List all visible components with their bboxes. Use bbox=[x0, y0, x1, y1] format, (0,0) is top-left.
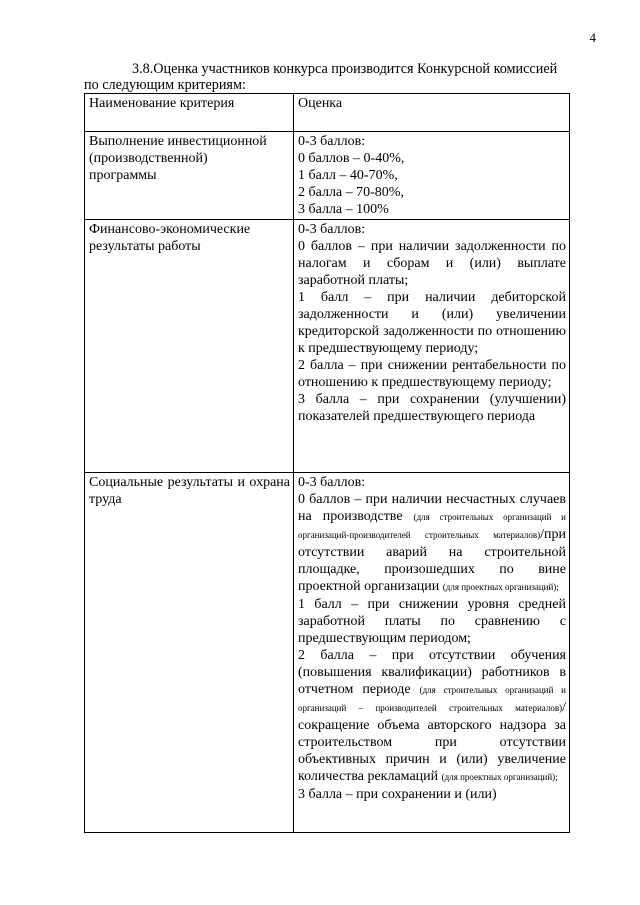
criterion-line: Финансово-экономические bbox=[89, 222, 251, 237]
header-score: Оценка bbox=[294, 94, 570, 132]
score-line: 0-3 баллов: bbox=[298, 475, 366, 490]
criterion-line: (производственной) bbox=[89, 151, 208, 166]
score-text: 2 балла – при отсутствии обучения (повышения квалификации) работников в отчетном периоде bbox=[298, 648, 566, 697]
score-note: (для строительных организаций и организаций-производителей строительных материалов) bbox=[298, 512, 567, 540]
score-text: 0 баллов – при наличии несчастных случаев на производстве bbox=[298, 492, 566, 524]
score-line: 2 балла – 70-80%, bbox=[298, 185, 404, 200]
table-row bbox=[85, 132, 570, 220]
criterion-line: результаты работы bbox=[89, 239, 201, 254]
table-header-row bbox=[85, 94, 570, 132]
section-intro bbox=[84, 61, 568, 93]
criteria-table bbox=[84, 93, 570, 833]
score-paragraph: 1 балл – при снижении уровня средней заработной платы по сравнению с предшествующим периодом; bbox=[298, 597, 566, 646]
score-cell bbox=[294, 473, 570, 833]
score-paragraph bbox=[298, 491, 566, 596]
score-paragraph bbox=[298, 647, 566, 786]
header-criterion: Наименование критерия bbox=[85, 94, 294, 132]
intro-line-2: по следующим критериям: bbox=[84, 77, 246, 93]
score-note: (для строительных организаций и организаций – производителей строительных материалов) bbox=[298, 685, 567, 713]
score-paragraph: 2 балла – при снижении рентабельности по отношению к предшествующему периоду; bbox=[298, 358, 566, 390]
score-line: 0 баллов – 0-40%, bbox=[298, 151, 405, 166]
score-text: / сокращение объема авторского надзора за строительством при отсутствии объективных причин и (или) увеличение количества рекламаций bbox=[298, 700, 566, 784]
intro-line-1: 3.8.Оценка участников конкурса производится Конкурсной комиссией bbox=[132, 61, 558, 77]
criterion-cell bbox=[85, 220, 294, 473]
score-line: 0-3 баллов: bbox=[298, 134, 366, 149]
table-row bbox=[85, 473, 570, 833]
page-number: 4 bbox=[589, 30, 596, 45]
score-paragraph: 3 балла – при сохранении (улучшении) показателей предшествующего периода bbox=[298, 392, 566, 424]
score-paragraph: 1 балл – при наличии дебиторской задолженности и (или) увеличении кредиторской задолженности по отношению к предшествующему периоду; bbox=[298, 290, 566, 356]
criterion-cell bbox=[85, 132, 294, 220]
criterion-cell bbox=[85, 473, 294, 833]
score-line: 1 балл – 40-70%, bbox=[298, 168, 398, 183]
criterion-line: Выполнение инвестиционной bbox=[89, 134, 267, 149]
score-paragraph: 0 баллов – при наличии задолженности по налогам и сборам и (или) выплате заработной платы; bbox=[298, 239, 566, 288]
score-line: 0-3 баллов: bbox=[298, 222, 366, 237]
score-line: 3 балла – 100% bbox=[298, 202, 389, 217]
score-note: (для проектных организаций); bbox=[442, 582, 559, 592]
score-text: /при отсутствии аварий на строительной площадке, произошедших по вине проектной организации bbox=[298, 527, 566, 594]
score-cell bbox=[294, 220, 570, 473]
table-row bbox=[85, 220, 570, 473]
score-paragraph: 3 балла – при сохранении и (или) bbox=[298, 787, 497, 802]
score-cell bbox=[294, 132, 570, 220]
criterion-line: программы bbox=[89, 168, 157, 183]
criterion-text: Социальные результаты и охрана труда bbox=[89, 475, 290, 507]
score-note: (для проектных организаций); bbox=[441, 772, 558, 782]
